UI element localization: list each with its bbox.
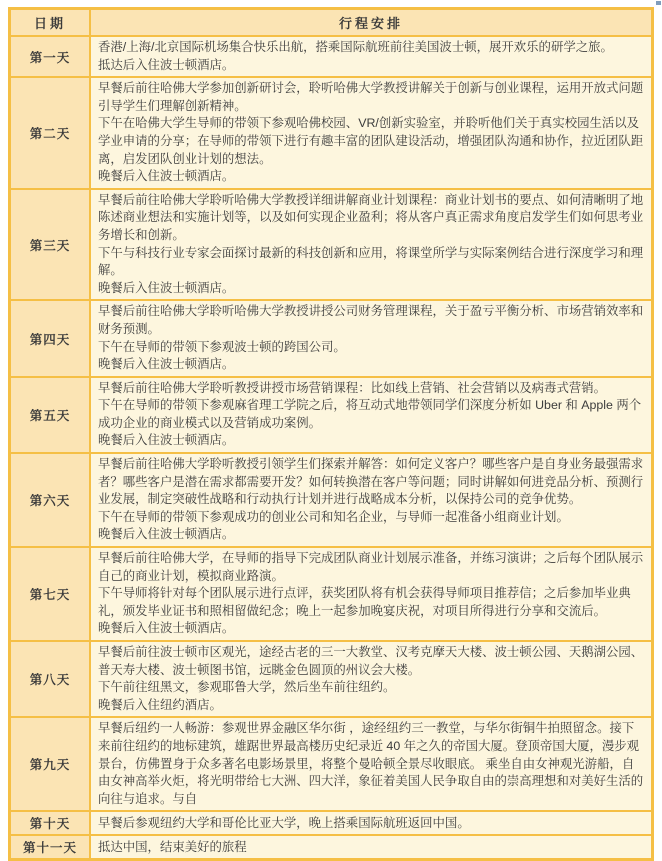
table-resize-handle[interactable] [656, 1, 661, 5]
date-column-header: 日期 [10, 9, 91, 37]
table-row [10, 811, 653, 835]
schedule-paragraph: 早餐后前往哈佛大学聆听教授引领学生们探索并解答：如何定义客户？哪些客户是自身业务最强需求者？哪些客户是潜在需求都需要开发？如何转换潜在客户等问题；同时讲解如何进竞品分析、预测行业发展，制定突破性战略和行动执行计划并进行战略成本分析，以保持公司的竞争优势。 [98, 457, 644, 507]
table-row [10, 547, 653, 641]
schedule-paragraph: 早餐后参观纽约大学和哥伦比亚大学，晚上搭乘国际航班返回中国。 [98, 815, 470, 830]
schedule-paragraph: 下午在导师的带领下参观麻省理工学院之后，将互动式地带领同学们深度分析如 Uber 和 Apple 两个成功企业的商业模式以及营销成功案例。 [98, 398, 642, 430]
schedule-paragraph: 早餐后前往波士顿市区观光，途经古老的三一大教堂、汉考克摩天大楼、波士顿公园、天鹅湖公园、普天寿大楼、波士顿图书馆，远眺金色圆顶的州议会大楼。 [98, 645, 644, 677]
schedule-paragraph: 晚餐后入住波士顿酒店。 [98, 357, 235, 372]
day-label: 第七天 [10, 547, 91, 641]
day-label: 第二天 [10, 77, 91, 189]
schedule-paragraph: 抵达中国，结束美好的旅程 [98, 839, 247, 854]
day-label: 第一天 [10, 36, 91, 77]
table-row [10, 189, 653, 301]
table-row [10, 717, 653, 811]
schedule-cell [90, 811, 653, 835]
schedule-paragraph: 早餐后纽约一人畅游：参观世界金融区华尔街 ，途经纽约三一教堂，与华尔街铜牛拍照留念。接下来前往纽约的地标建筑，雄踞世界最高楼历史纪录近 40 年之久的帝国大厦。登顶帝国大厦，漫步观景台，仿佛置身于众多著名电影场景里，将整个曼哈顿全景尽收眼底。 乘坐自由女神观光游船，自由女神高举火炬，将光明带给七大洲、四大洋，象征着美国人民争取自由的崇高理想和对美好生活的向往与追求。与自 [98, 721, 644, 806]
table-row [10, 453, 653, 547]
schedule-cell [90, 835, 653, 860]
schedule-paragraph: 下午前往纽黑文，参观耶鲁大学，然后坐车前往纽约。 [98, 680, 396, 695]
table-row [10, 377, 653, 453]
schedule-cell [90, 377, 653, 453]
day-label: 第五天 [10, 377, 91, 453]
schedule-paragraph: 抵达后入住波士顿酒店。 [98, 57, 235, 72]
day-label: 第六天 [10, 453, 91, 547]
schedule-paragraph: 早餐后前往哈佛大学参加创新研讨会，聆听哈佛大学教授讲解关于创新与创业课程，运用开放式问题引导学生们理解创新精神。 [98, 81, 644, 113]
schedule-cell [90, 641, 653, 717]
schedule-paragraph: 晚餐后入住波士顿酒店。 [98, 433, 235, 448]
schedule-paragraph: 晚餐后入住波士顿酒店。 [98, 527, 235, 542]
schedule-paragraph: 晚餐后入住波士顿酒店。 [98, 280, 235, 295]
schedule-cell [90, 300, 653, 376]
schedule-cell [90, 36, 653, 77]
table-row [10, 641, 653, 717]
schedule-cell [90, 77, 653, 189]
schedule-paragraph: 下午在哈佛大学生导师的带领下参观哈佛校园、VR/创新实验室，并聆听他们关于真实校园生活以及学业申请的分享；在导师的带领下进行有趣丰富的团队建设活动，增强团队沟通和协作，拉近团队距离，启发团队创业计划的想法。 [98, 116, 644, 166]
day-label: 第九天 [10, 717, 91, 811]
schedule-paragraph: 晚餐后入住波士顿酒店。 [98, 169, 235, 184]
schedule-paragraph: 下午在导师的带领下参观成功的创业公司和知名企业，与导师一起准备小组商业计划。 [98, 509, 569, 524]
header-row [10, 9, 653, 37]
table-row [10, 835, 653, 860]
schedule-cell [90, 453, 653, 547]
table-row [10, 36, 653, 77]
schedule-cell [90, 189, 653, 301]
day-label: 第十天 [10, 811, 91, 835]
schedule-cell [90, 717, 653, 811]
schedule-paragraph: 下午导师将针对每个团队展示进行点评，获奖团队将有机会获得导师项目推荐信；之后参加毕业典礼，颁发毕业证书和照相留做纪念；晚上一起参加晚宴庆祝，对项目所得进行分享和交流后。 [98, 586, 631, 618]
schedule-paragraph: 晚餐后入住纽约酒店。 [98, 697, 222, 712]
schedule-paragraph: 下午与科技行业专家会面探讨最新的科技创新和应用，将课堂所学与实际案例结合进行深度学习和理解。 [98, 245, 644, 278]
schedule-paragraph: 下午在导师的带领下参观波士顿的跨国公司。 [98, 339, 346, 354]
day-label: 第十一天 [10, 835, 91, 860]
day-label: 第三天 [10, 189, 91, 301]
schedule-cell [90, 547, 653, 641]
table-row [10, 77, 653, 189]
table-row [10, 300, 653, 376]
schedule-column-header: 行程安排 [90, 9, 653, 37]
schedule-paragraph: 早餐后前往哈佛大学聆听哈佛大学教授讲授公司财务管理课程，关于盈亏平衡分析、市场营销效率和财务预测。 [98, 304, 644, 336]
day-label: 第四天 [10, 300, 91, 376]
table-body [10, 36, 653, 860]
itinerary-table [8, 7, 654, 861]
day-label: 第八天 [10, 641, 91, 717]
schedule-paragraph: 早餐后前往哈佛大学聆听教授讲授市场营销课程：比如线上营销、社会营销以及病毒式营销。 [98, 380, 607, 395]
schedule-paragraph: 早餐后前往哈佛大学聆听哈佛大学教授详细讲解商业计划课程：商业计划书的要点、如何清晰明了地陈述商业想法和实施计划等，以及如何实现企业盈利；将从客户真正需求角度启发学生们如何思考业务增长和创新。 [98, 192, 644, 242]
schedule-paragraph: 早餐后前往哈佛大学，在导师的指导下完成团队商业计划展示准备，并练习演讲；之后每个团队展示自己的商业计划，模拟商业路演。 [98, 551, 644, 583]
schedule-paragraph: 晚餐后入住波士顿酒店。 [98, 621, 235, 636]
schedule-paragraph: 香港/上海/北京国际机场集合快乐出航，搭乘国际航班前往美国波士顿，展开欢乐的研学之旅。 [98, 40, 613, 54]
